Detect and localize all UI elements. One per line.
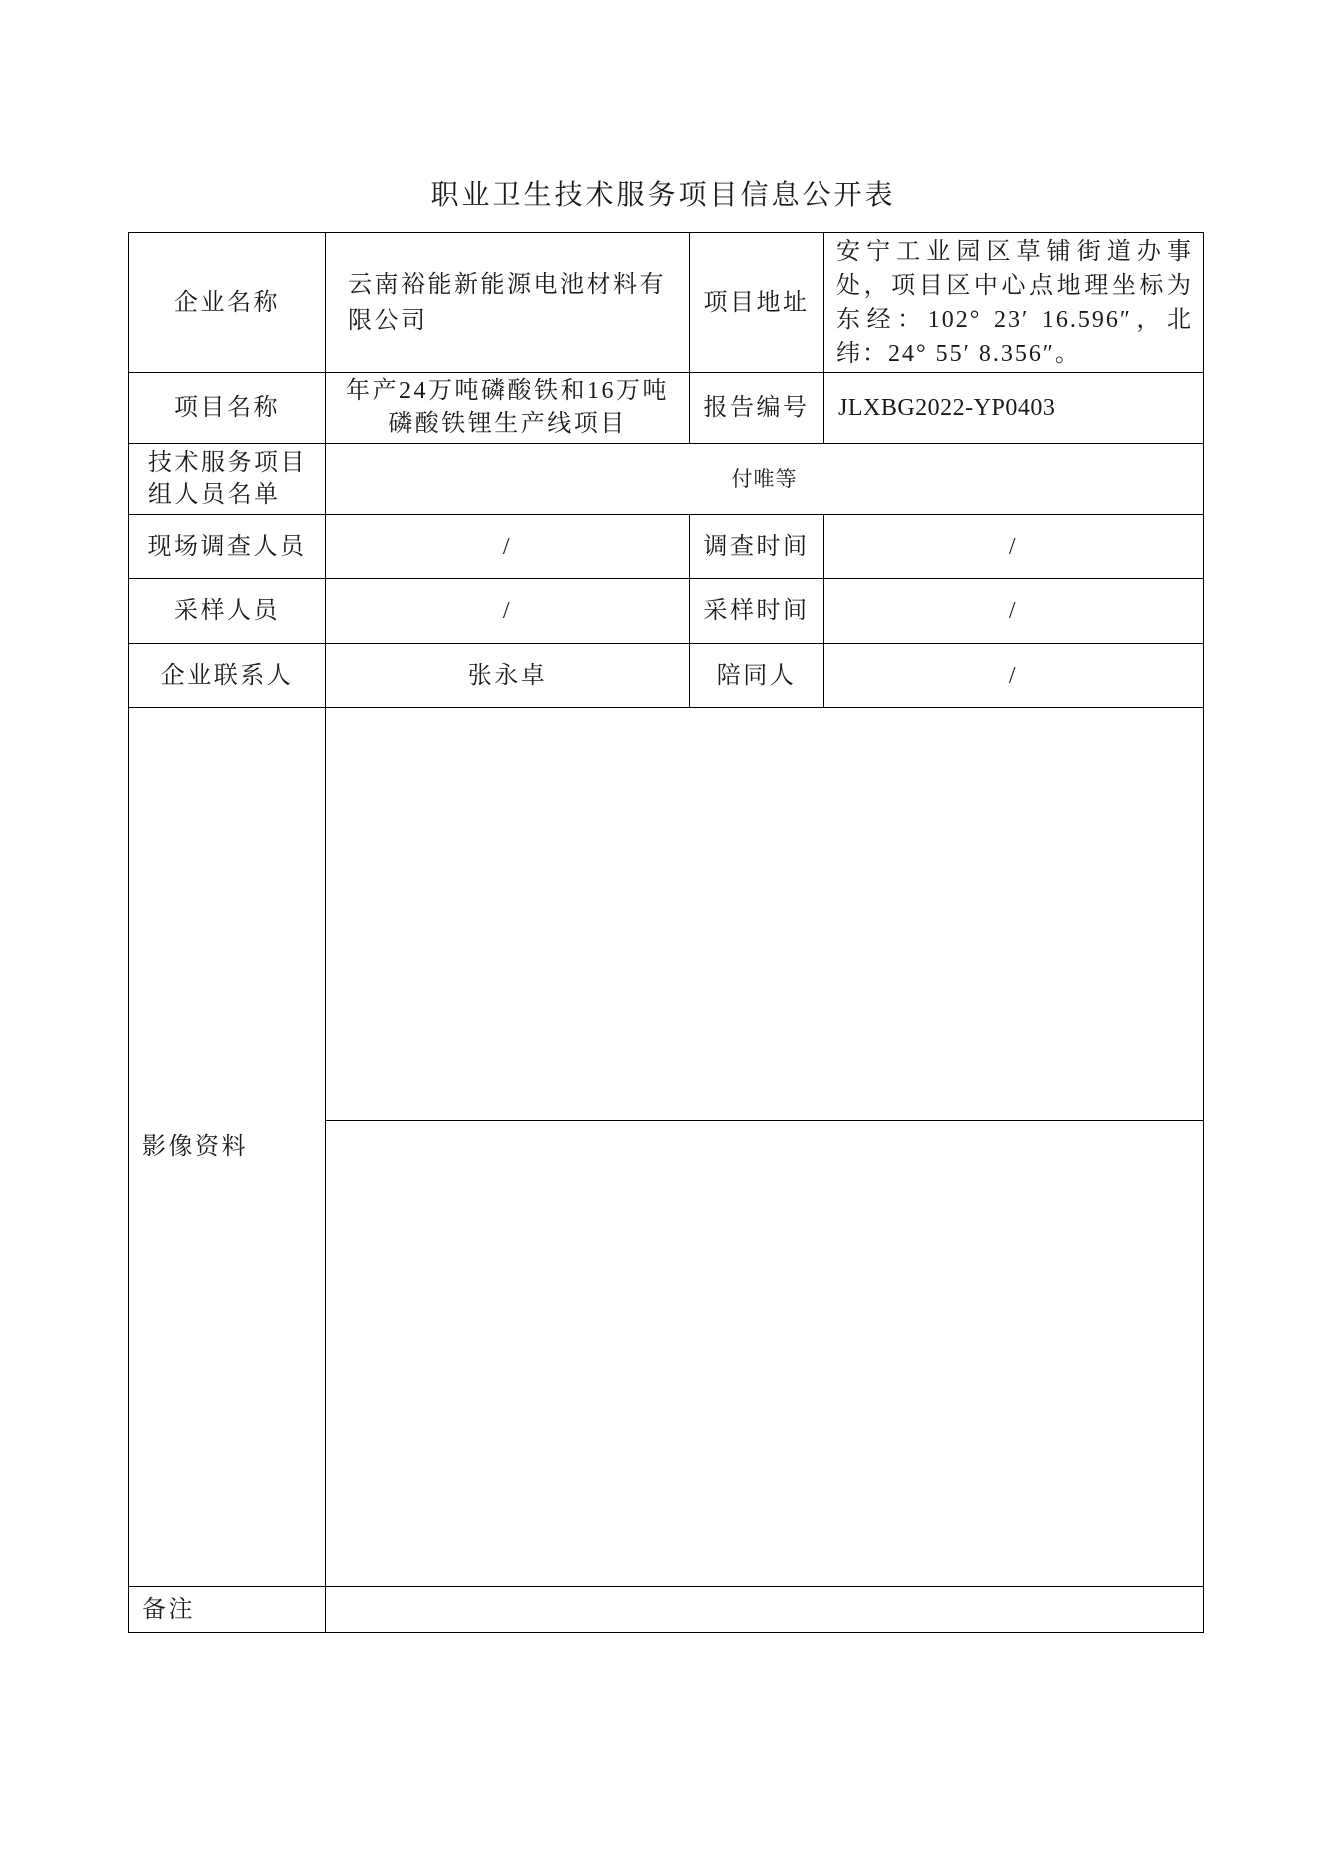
row-remarks bbox=[129, 1587, 1204, 1633]
team-members-value: 付唯等 bbox=[326, 444, 1204, 515]
sampling-staff-value: / bbox=[326, 579, 690, 644]
report-number-label: 报告编号 bbox=[690, 373, 824, 444]
row-contact bbox=[129, 644, 1204, 708]
team-members-label: 技术服务项目组人员名单 bbox=[129, 444, 326, 515]
sampling-time-value: / bbox=[824, 579, 1204, 644]
row-project bbox=[129, 373, 1204, 444]
row-company bbox=[129, 233, 1204, 373]
project-name-value: 年产24万吨磷酸铁和16万吨磷酸铁锂生产线项目 bbox=[326, 373, 690, 444]
sampling-time-label: 采样时间 bbox=[690, 579, 824, 644]
image-area-bottom bbox=[326, 1121, 1204, 1587]
survey-time-value: / bbox=[824, 515, 1204, 579]
project-name-label: 项目名称 bbox=[129, 373, 326, 444]
row-sampling bbox=[129, 579, 1204, 644]
image-area-top bbox=[326, 708, 1204, 1121]
remarks-value bbox=[326, 1587, 1204, 1633]
survey-time-label: 调查时间 bbox=[690, 515, 824, 579]
sampling-staff-label: 采样人员 bbox=[129, 579, 326, 644]
company-contact-value: 张永卓 bbox=[326, 644, 690, 708]
project-address-value: 安宁工业园区草铺街道办事处，项目区中心点地理坐标为东经：102° 23′ 16.596″，北纬：24° 55′ 8.356″。 bbox=[824, 233, 1204, 373]
document-title: 职业卫生技术服务项目信息公开表 bbox=[430, 180, 896, 211]
company-name-value: 云南裕能新能源电池材料有限公司 bbox=[326, 233, 690, 373]
row-survey bbox=[129, 515, 1204, 579]
row-team bbox=[129, 444, 1204, 515]
info-table bbox=[128, 232, 1204, 1633]
escort-value: / bbox=[824, 644, 1204, 708]
company-contact-label: 企业联系人 bbox=[129, 644, 326, 708]
company-name-label: 企业名称 bbox=[129, 233, 326, 373]
report-number-value: JLXBG2022-YP0403 bbox=[824, 373, 1204, 444]
survey-staff-label: 现场调查人员 bbox=[129, 515, 326, 579]
remarks-label: 备注 bbox=[129, 1587, 326, 1633]
escort-label: 陪同人 bbox=[690, 644, 824, 708]
row-images-top bbox=[129, 708, 1204, 1121]
project-address-label: 项目地址 bbox=[690, 233, 824, 373]
survey-staff-value: / bbox=[326, 515, 690, 579]
images-label: 影像资料 bbox=[129, 708, 326, 1587]
